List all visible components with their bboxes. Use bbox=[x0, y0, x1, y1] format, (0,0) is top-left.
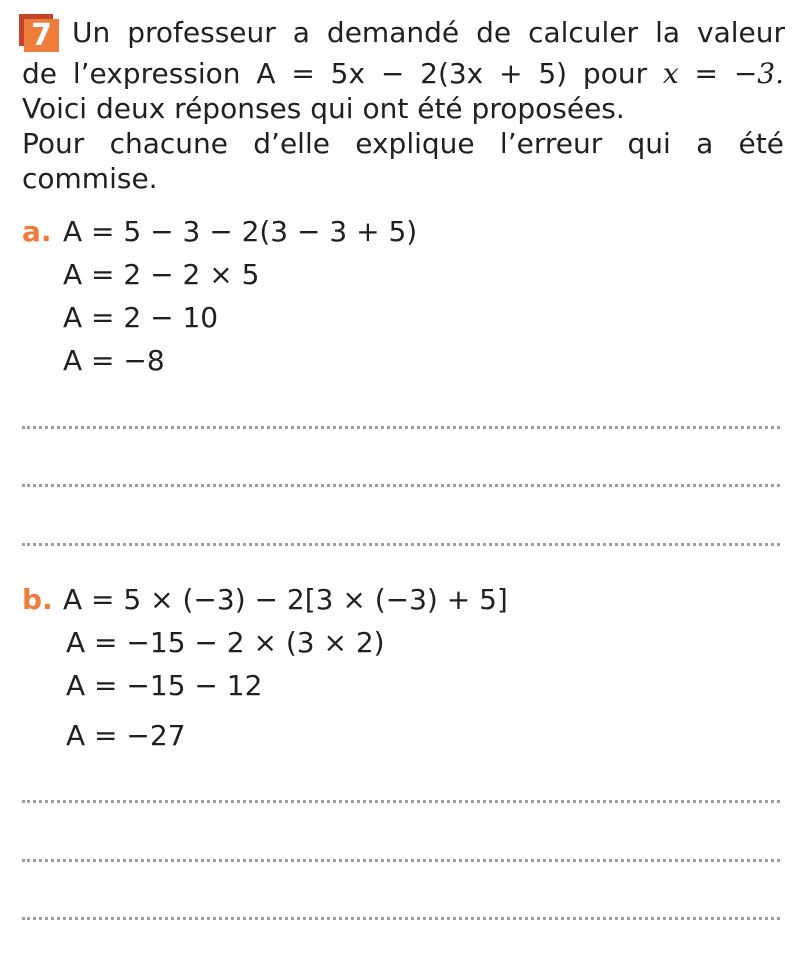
exercise-number: 7 bbox=[24, 19, 59, 52]
answer-line[interactable] bbox=[22, 543, 780, 546]
answer-a-step-3: A = 2 − 10 bbox=[63, 301, 219, 334]
answer-line[interactable] bbox=[22, 426, 780, 429]
statement-line-2-text: de l’expression bbox=[22, 57, 241, 90]
statement-line-1: Un professeur a demandé de calculer la valeur bbox=[72, 16, 785, 49]
statement-line-2-pour: pour bbox=[582, 57, 648, 90]
answer-b-step-1: A = 5 × (−3) − 2[3 × (−3) + 5] bbox=[63, 583, 508, 616]
expression: A = 5x − 2(3x + 5) bbox=[256, 57, 568, 90]
answer-line[interactable] bbox=[22, 484, 780, 487]
x-value: x = −3. bbox=[662, 57, 784, 90]
exercise-number-badge bbox=[19, 14, 59, 52]
answer-b-step-2: A = −15 − 2 × (3 × 2) bbox=[66, 626, 385, 659]
statement-line-2 bbox=[22, 56, 784, 92]
statement-line-3: Voici deux réponses qui ont été proposées. bbox=[22, 92, 625, 125]
answer-a-step-2: A = 2 − 2 × 5 bbox=[63, 258, 260, 291]
answer-b-label: b. bbox=[22, 583, 53, 616]
answer-a-label: a. bbox=[22, 215, 52, 248]
answer-b-step-4: A = −27 bbox=[66, 719, 186, 752]
answer-line[interactable] bbox=[22, 917, 780, 920]
answer-line[interactable] bbox=[22, 800, 780, 803]
statement-line-5: commise. bbox=[22, 162, 158, 195]
answer-b-step-3: A = −15 − 12 bbox=[66, 669, 263, 702]
answer-line[interactable] bbox=[22, 859, 780, 862]
answer-a-step-4: A = −8 bbox=[63, 344, 165, 377]
statement-line-4: Pour chacune d’elle explique l’erreur qui a été bbox=[22, 127, 784, 160]
answer-a-step-1: A = 5 − 3 − 2(3 − 3 + 5) bbox=[63, 215, 418, 248]
